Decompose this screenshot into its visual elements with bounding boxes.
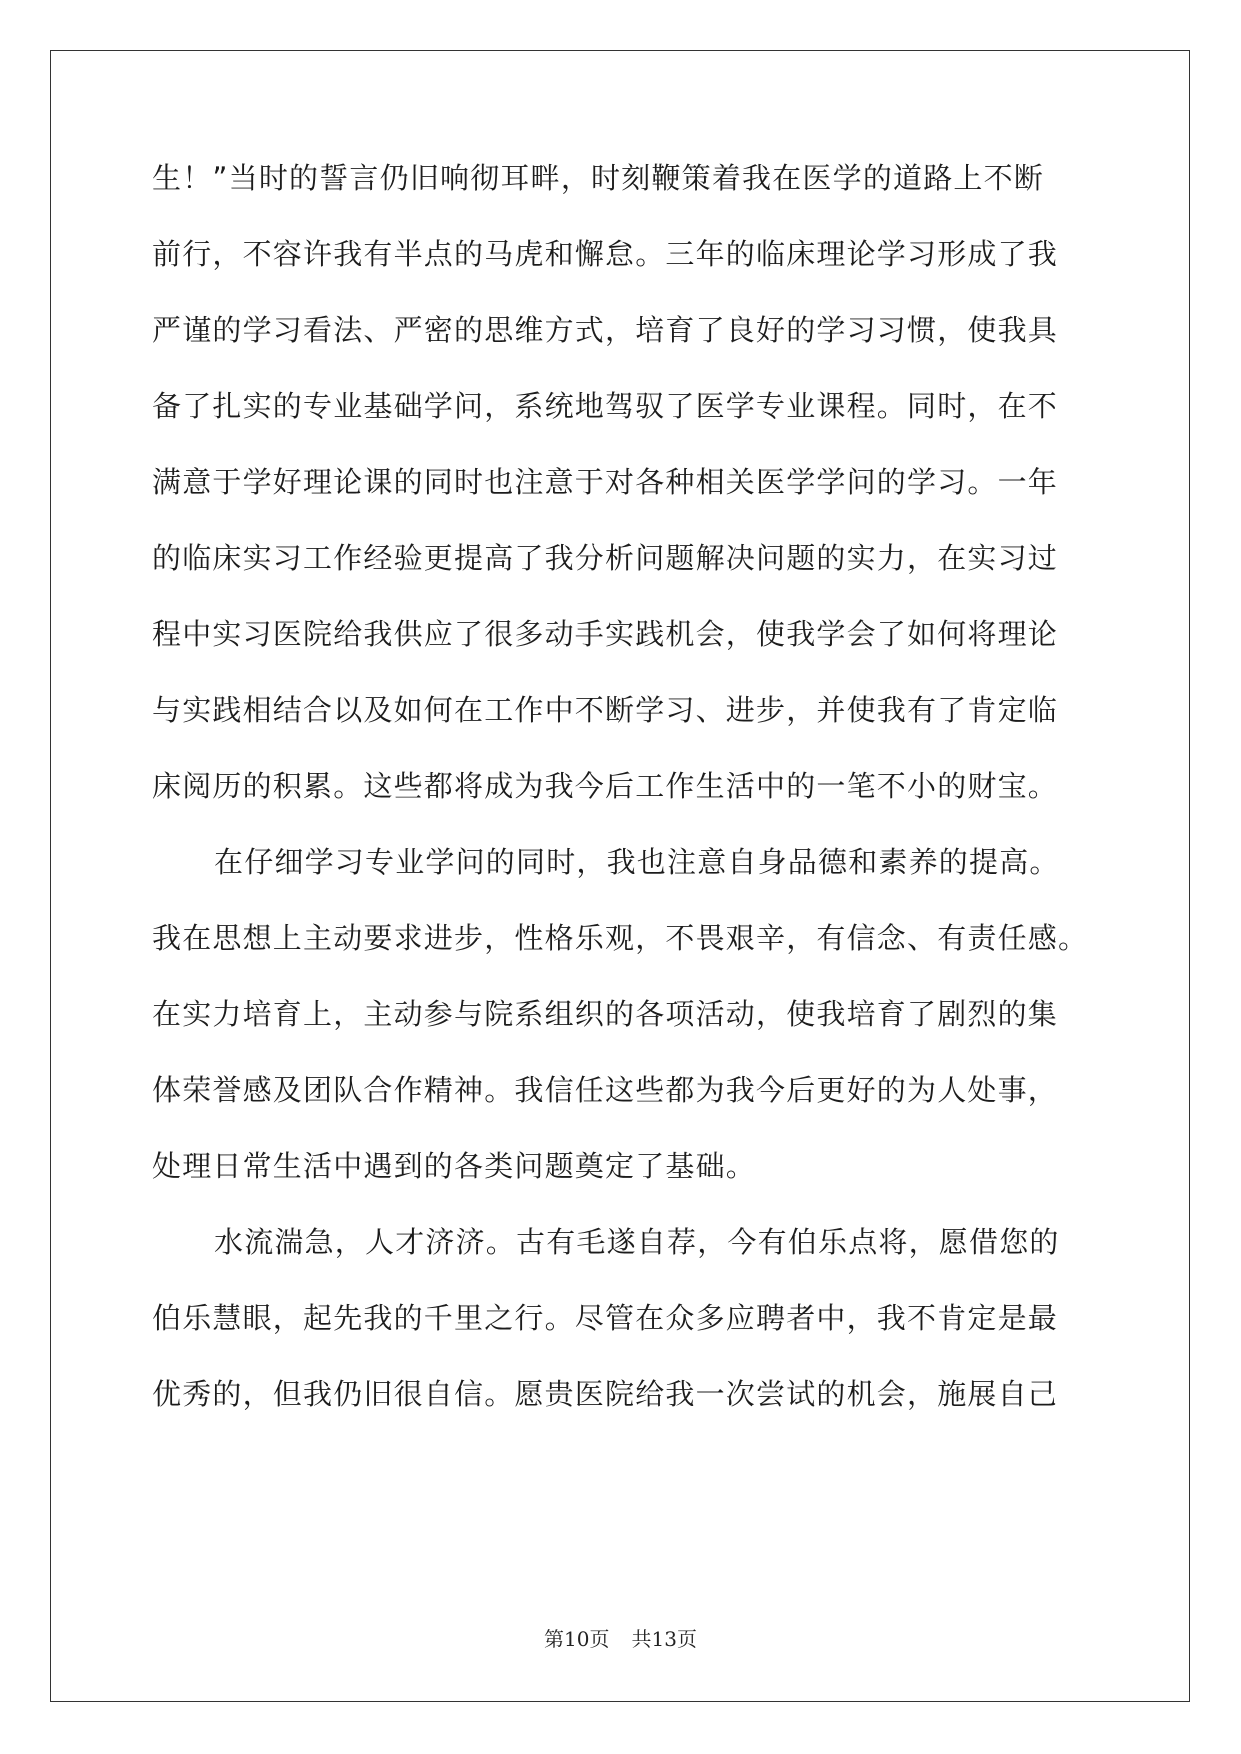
text-line: 在实力培育上，主动参与院系组织的各项活动，使我培育了剧烈的集 — [152, 997, 1059, 1031]
text-line: 程中实习医院给我供应了很多动手实践机会，使我学会了如何将理论 — [152, 617, 1059, 651]
text-line: 伯乐慧眼，起先我的千里之行。尽管在众多应聘者中，我不肯定是最 — [152, 1301, 1059, 1335]
page-number: 第10页 — [544, 1627, 610, 1651]
text-line: 生！”当时的誓言仍旧响彻耳畔，时刻鞭策着我在医学的道路上不断 — [152, 161, 1045, 195]
paragraph-first-line: 水流湍急，人才济济。古有毛遂自荐，今有伯乐点将，愿借您的 — [214, 1225, 1060, 1259]
text-line: 前行，不容许我有半点的马虎和懈怠。三年的临床理论学习形成了我 — [152, 237, 1059, 271]
text-line: 备了扎实的专业基础学问，系统地驾驭了医学专业课程。同时，在不 — [152, 389, 1059, 423]
paragraph-first-line: 在仔细学习专业学问的同时，我也注意自身品德和素养的提高。 — [214, 845, 1060, 879]
page-total: 共13页 — [631, 1627, 697, 1651]
text-line: 与实践相结合以及如何在工作中不断学习、进步，并使我有了肯定临 — [152, 693, 1059, 727]
text-line: 床阅历的积累。这些都将成为我今后工作生活中的一笔不小的财宝。 — [152, 769, 1059, 803]
text-line: 优秀的，但我仍旧很自信。愿贵医院给我一次尝试的机会，施展自己 — [152, 1377, 1059, 1411]
text-line: 我在思想上主动要求进步，性格乐观，不畏艰辛，有信念、有责任感。 — [152, 921, 1089, 955]
text-line: 满意于学好理论课的同时也注意于对各种相关医学学问的学习。一年 — [152, 465, 1059, 499]
text-line: 处理日常生活中遇到的各类问题奠定了基础。 — [152, 1149, 757, 1183]
text-line: 的临床实习工作经验更提高了我分析问题解决问题的实力，在实习过 — [152, 541, 1059, 575]
text-line: 体荣誉感及团队合作精神。我信任这些都为我今后更好的为人处事， — [152, 1073, 1059, 1107]
text-line: 严谨的学习看法、严密的思维方式，培育了良好的学习习惯，使我具 — [152, 313, 1059, 347]
page-footer — [0, 1627, 1241, 1651]
